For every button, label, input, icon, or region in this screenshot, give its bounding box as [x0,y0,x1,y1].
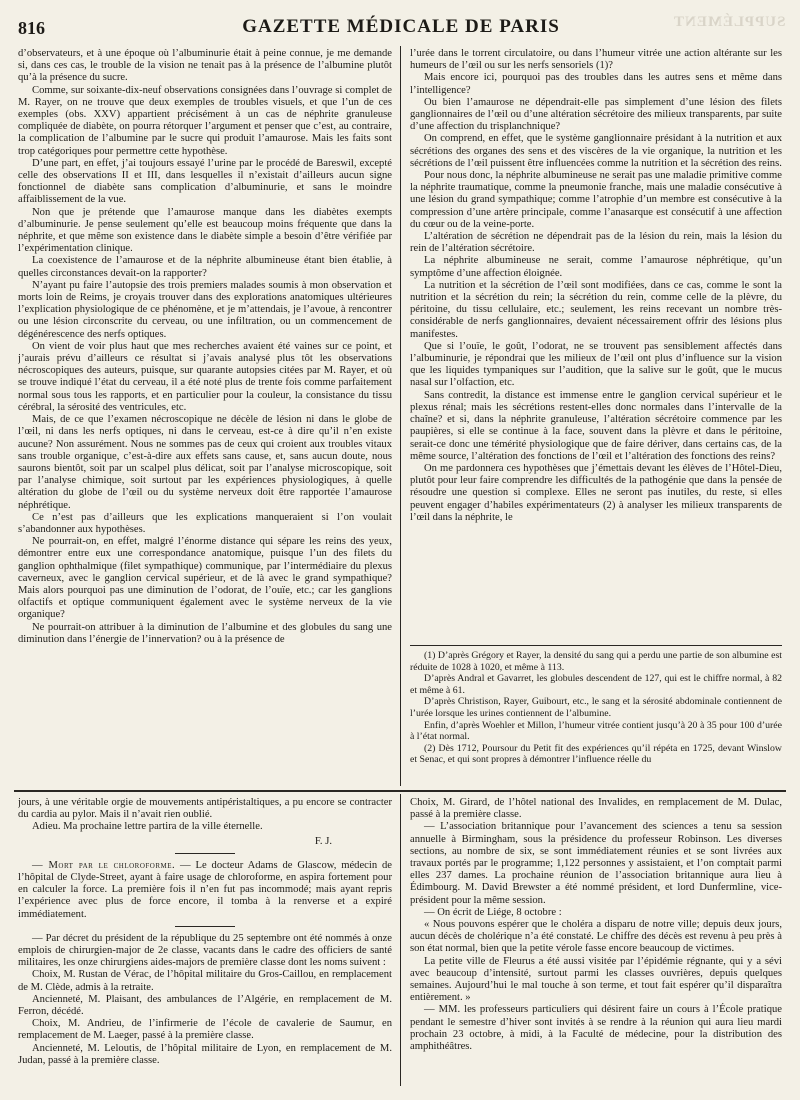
paragraph: Choix, M. Rustan de Vérac, de l’hôpital militaire du Gros-Caillou, en remplacement de M. Clède, admis à la retraite. [18,969,392,993]
signature: F. J. [314,835,332,847]
paragraph: — L’association britannique pour l’avancement des sciences a tenu sa session annuelle à Birmingham, sous la présidence du professeur Robinson. Les diverses sections, au nombre de six, se sont immédiatement réunies et se sont livrées aux travaux portés par le programme; 1,122 personnes y assistaient, et l’on comptait parmi elles 237 dames. La prochaine réunion de l’association britannique aura lieu à Édimbourg. M. David Brewster a été nommé président, et lord Dunfermline, vice-président pour la même session. [410,821,782,906]
paragraph: Non que je prétende que l’amaurose manque dans les diabètes exempts d’albuminurie. Je pense seulement qu’elle est beaucoup moins fréquente que dans la néphrite, et que même son existence dans le diabète simple a besoin d’être vérifiée par l’expérimentation clinique. [18,206,392,255]
paragraph: Comme, sur soixante-dix-neuf observations consignées dans l’ouvrage si complet de M. Rayer, on ne trouve que deux exemples de troubles visuels, et que l’un de ces exemples (obs. XXV) appartient précisément à un cas de néphrite granuleuse compliquée de diabète, on pourra rétorquer l’argument et penser que c’est, au contraire, la complication de l’albumine par le sucre qui produit l’amaurose. Mais les faits sont trop catégoriques pour permettre cette hypothèse. [18,84,392,157]
article-column-right [410,48,782,639]
paragraph: Ancienneté, M. Plaisant, des ambulances de l’Algérie, en remplacement de M. Ferron, décédé. [18,993,392,1018]
paragraph: On me pardonnera ces hypothèses que j’émettais devant les élèves de l’Hôtel-Dieu, plutôt pour leur faire comprendre les difficultés de la pathogénie que dans la pensée de résoudre une question si complexe. Elles ne seront pas inutiles, du reste, si elles peuvent engager d’habiles expérimentateurs (2) à analyser les milieux transparents de l’œil dans la néphrite, le [410,462,782,523]
footnote-rule [410,645,782,646]
news-column-right [410,797,782,1087]
paragraph: On comprend, en effet, que le système ganglionnaire présidant à la nutrition et aux sécrétions des organes des sens et des viscères de la vie organique, la nutrition et les sécrétions de l’œil puissent être influencées comme la nutrition et la sécrétion des reins. [410,133,782,169]
paragraph: Ancienneté, M. Leloutis, de l’hôpital militaire de Lyon, en remplacement de M. Judan, passé à la première classe. [18,1042,392,1066]
paragraph: Ce n’est pas d’ailleurs que les explications manqueraient si l’on voulait s’abandonner aux hypothèses. [18,511,392,535]
bleed-through-text: SUPPLÉMENT [673,14,786,30]
paragraph: D’une part, en effet, j’ai toujours essayé l’urine par le procédé de Bareswil, excepté celle des observations II et III, dans lesquelles il n’existait d’ailleurs aucun signe fonctionnel de diabète sans complication d’albuminurie, et sans le moindre affaiblissement de la vue. [18,157,392,206]
separator [175,853,235,854]
article-column-left [18,48,392,787]
paragraph: l’urée dans le torrent circulatoire, ou dans l’humeur vitrée une action altérante sur les humeurs de l’œil ou sur les nerfs sensoriels (1)? [410,48,782,72]
paragraph: d’observateurs, et à une époque où l’albuminurie était à peine connue, je me demande si, dans ces cas, le trouble de la vision ne tenait pas à la présence de l’albumine plutôt qu’à la présence du sucre. [18,48,392,84]
paragraph: La nutrition et la sécrétion de l’œil sont modifiées, dans ce cas, comme le sont la nutrition et la sécrétion du rein; la sécrétion du rein, comme celle de la plèvre, du péritoine, du tissu cellulaire, etc.; seulement, les reins recevant un nombre très-considérable de nerfs ganglionnaires, devaient nécessairement offrir des lésions plus manifestes. [410,279,782,340]
news-column-left [18,797,392,1087]
paragraph: La petite ville de Fleurus a été aussi visitée par l’épidémie régnante, qui y a sévi avec beaucoup d’intensité, surtout parmi les classes ouvrières, depuis quelques semaines. Aujourd’hui le mal touche à son terme, et tout fait espérer qu’il disparaîtra entièrement. » [410,955,782,1004]
paragraph: Adieu. Ma prochaine lettre partira de la ville éternelle. [32,821,263,833]
news-item-text: — Le docteur Adams de Glascow, médecin de l’hôpital de Clyde-Street, ayant à faire usage de chloroforme, en aspira fortement pour en calculer la force. La première fois il n’en fut pas incommodé; mais ayant repris l’expérience avec plus de force encore, il tomba à la renverse et a expiré immédiatement. [18,859,392,920]
separator [175,926,235,927]
page-header [16,14,786,40]
paragraph: Choix, M. Andrieu, de l’infirmerie de l’école de cavalerie de Saumur, en remplacement de M. Laeger, passé à la première classe. [18,1018,392,1042]
paragraph: — Par décret du président de la république du 25 septembre ont été nommés à onze emplois de chirurgien-major de 2e classe, vacants dans le cadre des officiers de santé militaires, les onze chirurgiens aides-majors de première classe dont les noms suivent : [18,932,392,969]
page-number: 816 [18,18,45,38]
paragraph: Sans contredit, la distance est immense entre le ganglion cervical supérieur et le plexus rénal; mais les sécrétions restent-elles donc normales dans l’intervalle de la chaîne? et si, dans la néphrite granuleuse, l’altération sécrétoire commence par les paupières, si elle se continue à la face, souvent dans la plèvre et dans le péritoine, serait-ce donc une témérité physiologique que de faire dériver, dans certains cas, de la même source, l’altération des fonctions de l’œil et l’altération des fonctions des reins? [410,389,782,462]
paragraph: Mais encore ici, pourquoi pas des troubles dans les autres sens et même dans l’intelligence? [410,72,782,96]
paragraph: Ou bien l’amaurose ne dépendrait-elle pas simplement d’une lésion des filets ganglionnaires de l’œil ou d’une altération sécrétoire des milieux transparents, par suite d’une affection du trisplanchnique? [410,96,782,133]
column-divider-bottom [400,794,401,1086]
paragraph: jours, à une véritable orgie de mouvements antipéristaltiques, a pu encore se contracter du cardia au pylor. Mais il n’avait rien oublié. [18,797,392,821]
footnote: D’après Christison, Rayer, Guibourt, etc., le sang et la sérosité abdominale contiennent de l’urée lorsque les urines contiennent de l’albumine. [410,696,782,719]
paragraph: Ne pourrait-on attribuer à la diminution de l’albumine et des globules du sang une diminution dans l’énergie de l’innervation? ou à la présence de [18,621,392,645]
paragraph: La coexistence de l’amaurose et de la néphrite albumineuse étant bien établie, à quelles circonstances devait-on la rapporter? [18,255,392,279]
news-item-heading: — Mort par le chloroforme. [32,859,176,871]
footnote: (2) Dès 1712, Poursour du Petit fit des expériences qu’il répéta en 1725, devant Winslow et Senac, et qui sont propres à démontrer l’influence réelle du [410,742,782,766]
paragraph: « Nous pouvons espérer que le choléra a disparu de notre ville; depuis deux jours, aucun décès de cholérique n’a été constaté. Le chiffre des décès est revenu à peu près à son état normal, bien que la petite vérole fasse encore beaucoup de victimes. [410,919,782,955]
footnote: D’après Andral et Gavarret, les globules descendent de 127, qui est le chiffre normal, à 82 et même à 61. [410,673,782,696]
paragraph: La néphrite albumineuse ne serait, comme l’amaurose néphrétique, qu’un symptôme d’une affection éloignée. [410,255,782,279]
paragraph: Ne pourrait-on, en effet, malgré l’énorme distance qui sépare les reins des yeux, démontrer entre eux une correspondance anatomique, puisque l’un des filets du ganglion ophthalmique (filet sympathique) communique, par l’intermédiaire du plexus caverneux, avec le ganglion cervical supérieur, et de là avec le grand sympathique? Mais alors pourquoi pas une diminution de l’odorat, de l’ouïe, etc.; car les ganglions olfactifs et optique communiquent également avec le système nerveux de la vie organique? [18,536,392,621]
section-divider [14,790,786,792]
paragraph: N’ayant pu faire l’autopsie des trois premiers malades soumis à mon observation et morts loin de Reims, je croyais trouver dans des explorations anatomiques ultérieures l’explication physiologique de ce phénomène, et je m’attendais, je l’avoue, à rencontrer ou une lésion circonscrite du cerveau, ou une infiltration, ou un commencement de dégénérescence des nerfs optiques. [18,279,392,340]
footnotes [410,650,782,787]
paragraph: On vient de voir plus haut que mes recherches avaient été vaines sur ce point, et j’aurais prévu d’ailleurs ce résultat si j’avais analysé plus tôt les observations nécroscopiques des auteurs, puisque, sur quarante autopsies citées par M. Rayer, et où se trouve indiqué l’état du cerveau, il a été noté plus de trente fois comme parfaitement normal sous tous les rapports, et en particulier pour la couleur, la consistance du tissu cérébral, la sérosité des ventricules, etc. [18,340,392,413]
footnote: (1) D’après Grégory et Rayer, la densité du sang qui a perdu une partie de son albumine est réduite de 1028 à 1020, et même à 113. [410,650,782,673]
news-item-chloroform [18,860,392,921]
paragraph: Pour nous donc, la néphrite albumineuse ne serait pas une maladie primitive comme la néphrite traumatique, comme la pneumonie franche, mais une maladie consécutive à une lésion du grand sympathique; comme l’atrophie d’un membre est consécutive à la compression d’une artère principale, comme l’anasarque est consécutif à une affection du cœur ou de la veine-porte. [410,170,782,230]
journal-title: GAZETTE MÉDICALE DE PARIS [242,16,560,37]
paragraph: — MM. les professeurs particuliers qui désirent faire un cours à l’École pratique pendant le semestre d’hiver sont invités à se rendre à la réunion qui aura lieu mardi prochain 23 octobre, à midi, à la Faculté de médecine, pour la distribution des amphithéâtres. [410,1004,782,1053]
paragraph: Que si l’ouïe, le goût, l’odorat, ne se trouvent pas sensiblement affectés dans l’albuminurie, je répondrai que les milieux de l’œil ont plus d’influence sur la vision que les liquides tympaniques sur l’audition, que la salive sur le goût, que le mucus nasal sur l’olfaction, etc. [410,340,782,389]
paragraph: Mais, de ce que l’examen nécroscopique ne décèle de lésion ni dans le globe de l’œil, ni dans les nerfs optiques, ni dans le cerveau, est-ce à dire qu’il n’en existe aucune? Non assurément. Nous ne sommes pas de ceux qui croient aux troubles vitaux sans trouble organique, c’est-à-dire aux effets sans cause, et, sans aucun doute, nous saurons bientôt, soit par un scalpel plus délicat, soit par l’analyse microscopique, soit par l’analyse chimique, soit surtout par les expériences physiologiques, à quelle altération du globe de l’œil ou du système nerveux doit être rapportée l’amaurose néphrétique. [18,414,392,511]
footnote: Enfin, d’après Woehler et Millon, l’humeur vitrée contient jusqu’à 20 à 35 pour 100 d’urée à l’état normal. [410,719,782,743]
paragraph: — On écrit de Liége, 8 octobre : [424,906,562,918]
column-divider [400,46,401,786]
paragraph: L’altération de sécrétion ne dépendrait pas de la lésion du rein, mais la lésion du rein de l’altération sécrétoire. [410,231,782,255]
paragraph: Choix, M. Girard, de l’hôtel national des Invalides, en remplacement de M. Dulac, passé à la première classe. [410,797,782,821]
